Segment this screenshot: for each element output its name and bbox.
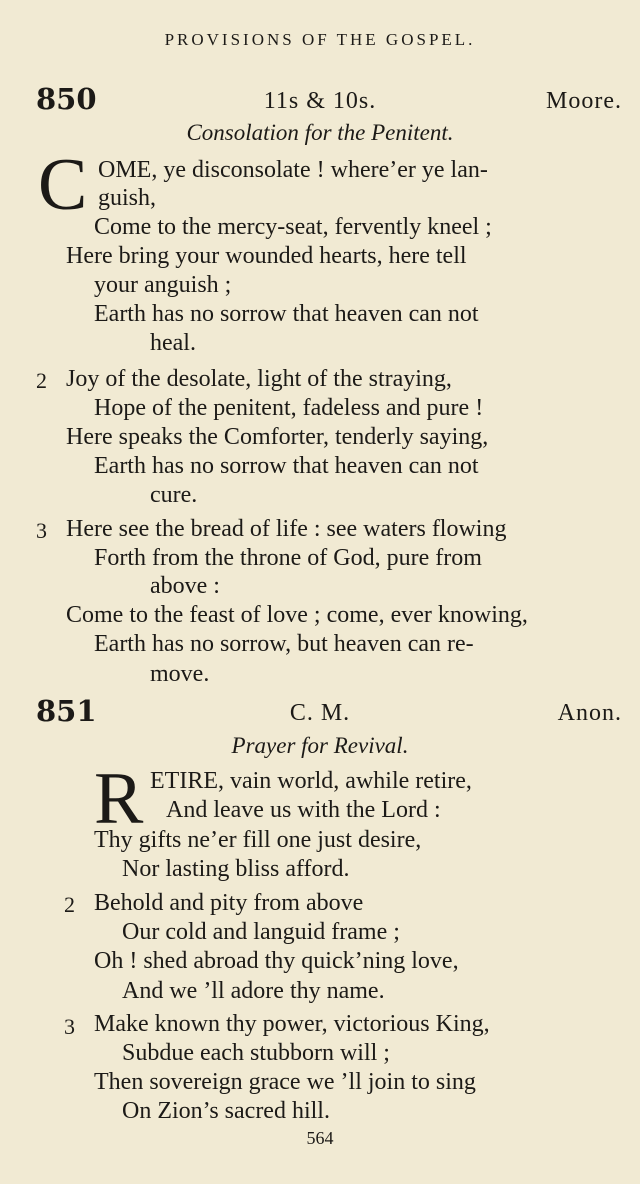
hymn-850-header (0, 82, 640, 122)
verse-line: OME, ye disconsolate ! where’er ye lan- (98, 157, 488, 183)
verse-line: heal. (150, 330, 196, 356)
verse-line: Thy gifts ne’er fill one just desire, (94, 827, 422, 853)
verse-line: Come to the mercy-seat, fervently kneel ; (94, 214, 492, 240)
verse-line: And we ’ll adore thy name. (122, 978, 385, 1004)
hymn-subtitle: Consolation for the Penitent. (186, 120, 454, 145)
verse-line: Come to the feast of love ; come, ever knowing, (66, 602, 528, 628)
page-number: 564 (306, 1128, 334, 1148)
verse-line: Joy of the desolate, light of the straying, (66, 366, 452, 392)
verse-line: Subdue each stubborn will ; (122, 1040, 390, 1066)
verse-line: Earth has no sorrow, but heaven can re- (94, 631, 474, 657)
drop-cap: R (94, 758, 144, 840)
verse-line: your anguish ; (94, 272, 232, 298)
stanza-number: 3 (36, 518, 47, 543)
stanza-number: 2 (64, 892, 75, 917)
verse-line: Hope of the penitent, fadeless and pure ! (94, 395, 484, 421)
hymn-number: 850 (36, 82, 97, 116)
verse-line: Then sovereign grace we ’ll join to sing (94, 1069, 476, 1095)
running-head: PROVISIONS OF THE GOSPEL. (164, 30, 476, 49)
verse-line: Our cold and languid frame ; (122, 919, 400, 945)
verse-line: guish, (98, 185, 157, 211)
verse-line: ETIRE, vain world, awhile retire, (150, 768, 472, 794)
drop-cap: C (38, 144, 88, 226)
verse-line: cure. (150, 482, 198, 508)
verse-line: Nor lasting bliss afford. (122, 856, 350, 882)
verse-line: Here speaks the Comforter, tenderly saying, (66, 424, 489, 450)
stanza-number: 3 (64, 1014, 75, 1039)
verse-line: Behold and pity from above (94, 890, 364, 916)
verse-line: Oh ! shed abroad thy quick’ning love, (94, 948, 459, 974)
verse-line: On Zion’s sacred hill. (122, 1098, 330, 1124)
verse-line: Forth from the throne of God, pure from (94, 545, 482, 571)
verse-line: Earth has no sorrow that heaven can not (94, 453, 479, 479)
hymn-subtitle: Prayer for Revival. (231, 733, 409, 758)
verse-line: above : (150, 573, 220, 599)
hymn-composer: Anon. (557, 700, 622, 726)
verse-line: And leave us with the Lord : (166, 797, 441, 823)
verse-line: Here bring your wounded hearts, here tell (66, 243, 467, 269)
verse-line: Earth has no sorrow that heaven can not (94, 301, 479, 327)
verse-line: Here see the bread of life : see waters flowing (66, 516, 507, 542)
hymn-meter: 11s & 10s. (263, 88, 377, 114)
verse-line: Make known thy power, victorious King, (94, 1011, 490, 1037)
verse-line: move. (150, 661, 210, 687)
hymn-composer: Moore. (546, 88, 622, 114)
hymn-number: 851 (36, 694, 97, 728)
stanza-number: 2 (36, 368, 47, 393)
hymn-meter: C. M. (289, 700, 351, 726)
hymn-851-header (0, 694, 640, 734)
